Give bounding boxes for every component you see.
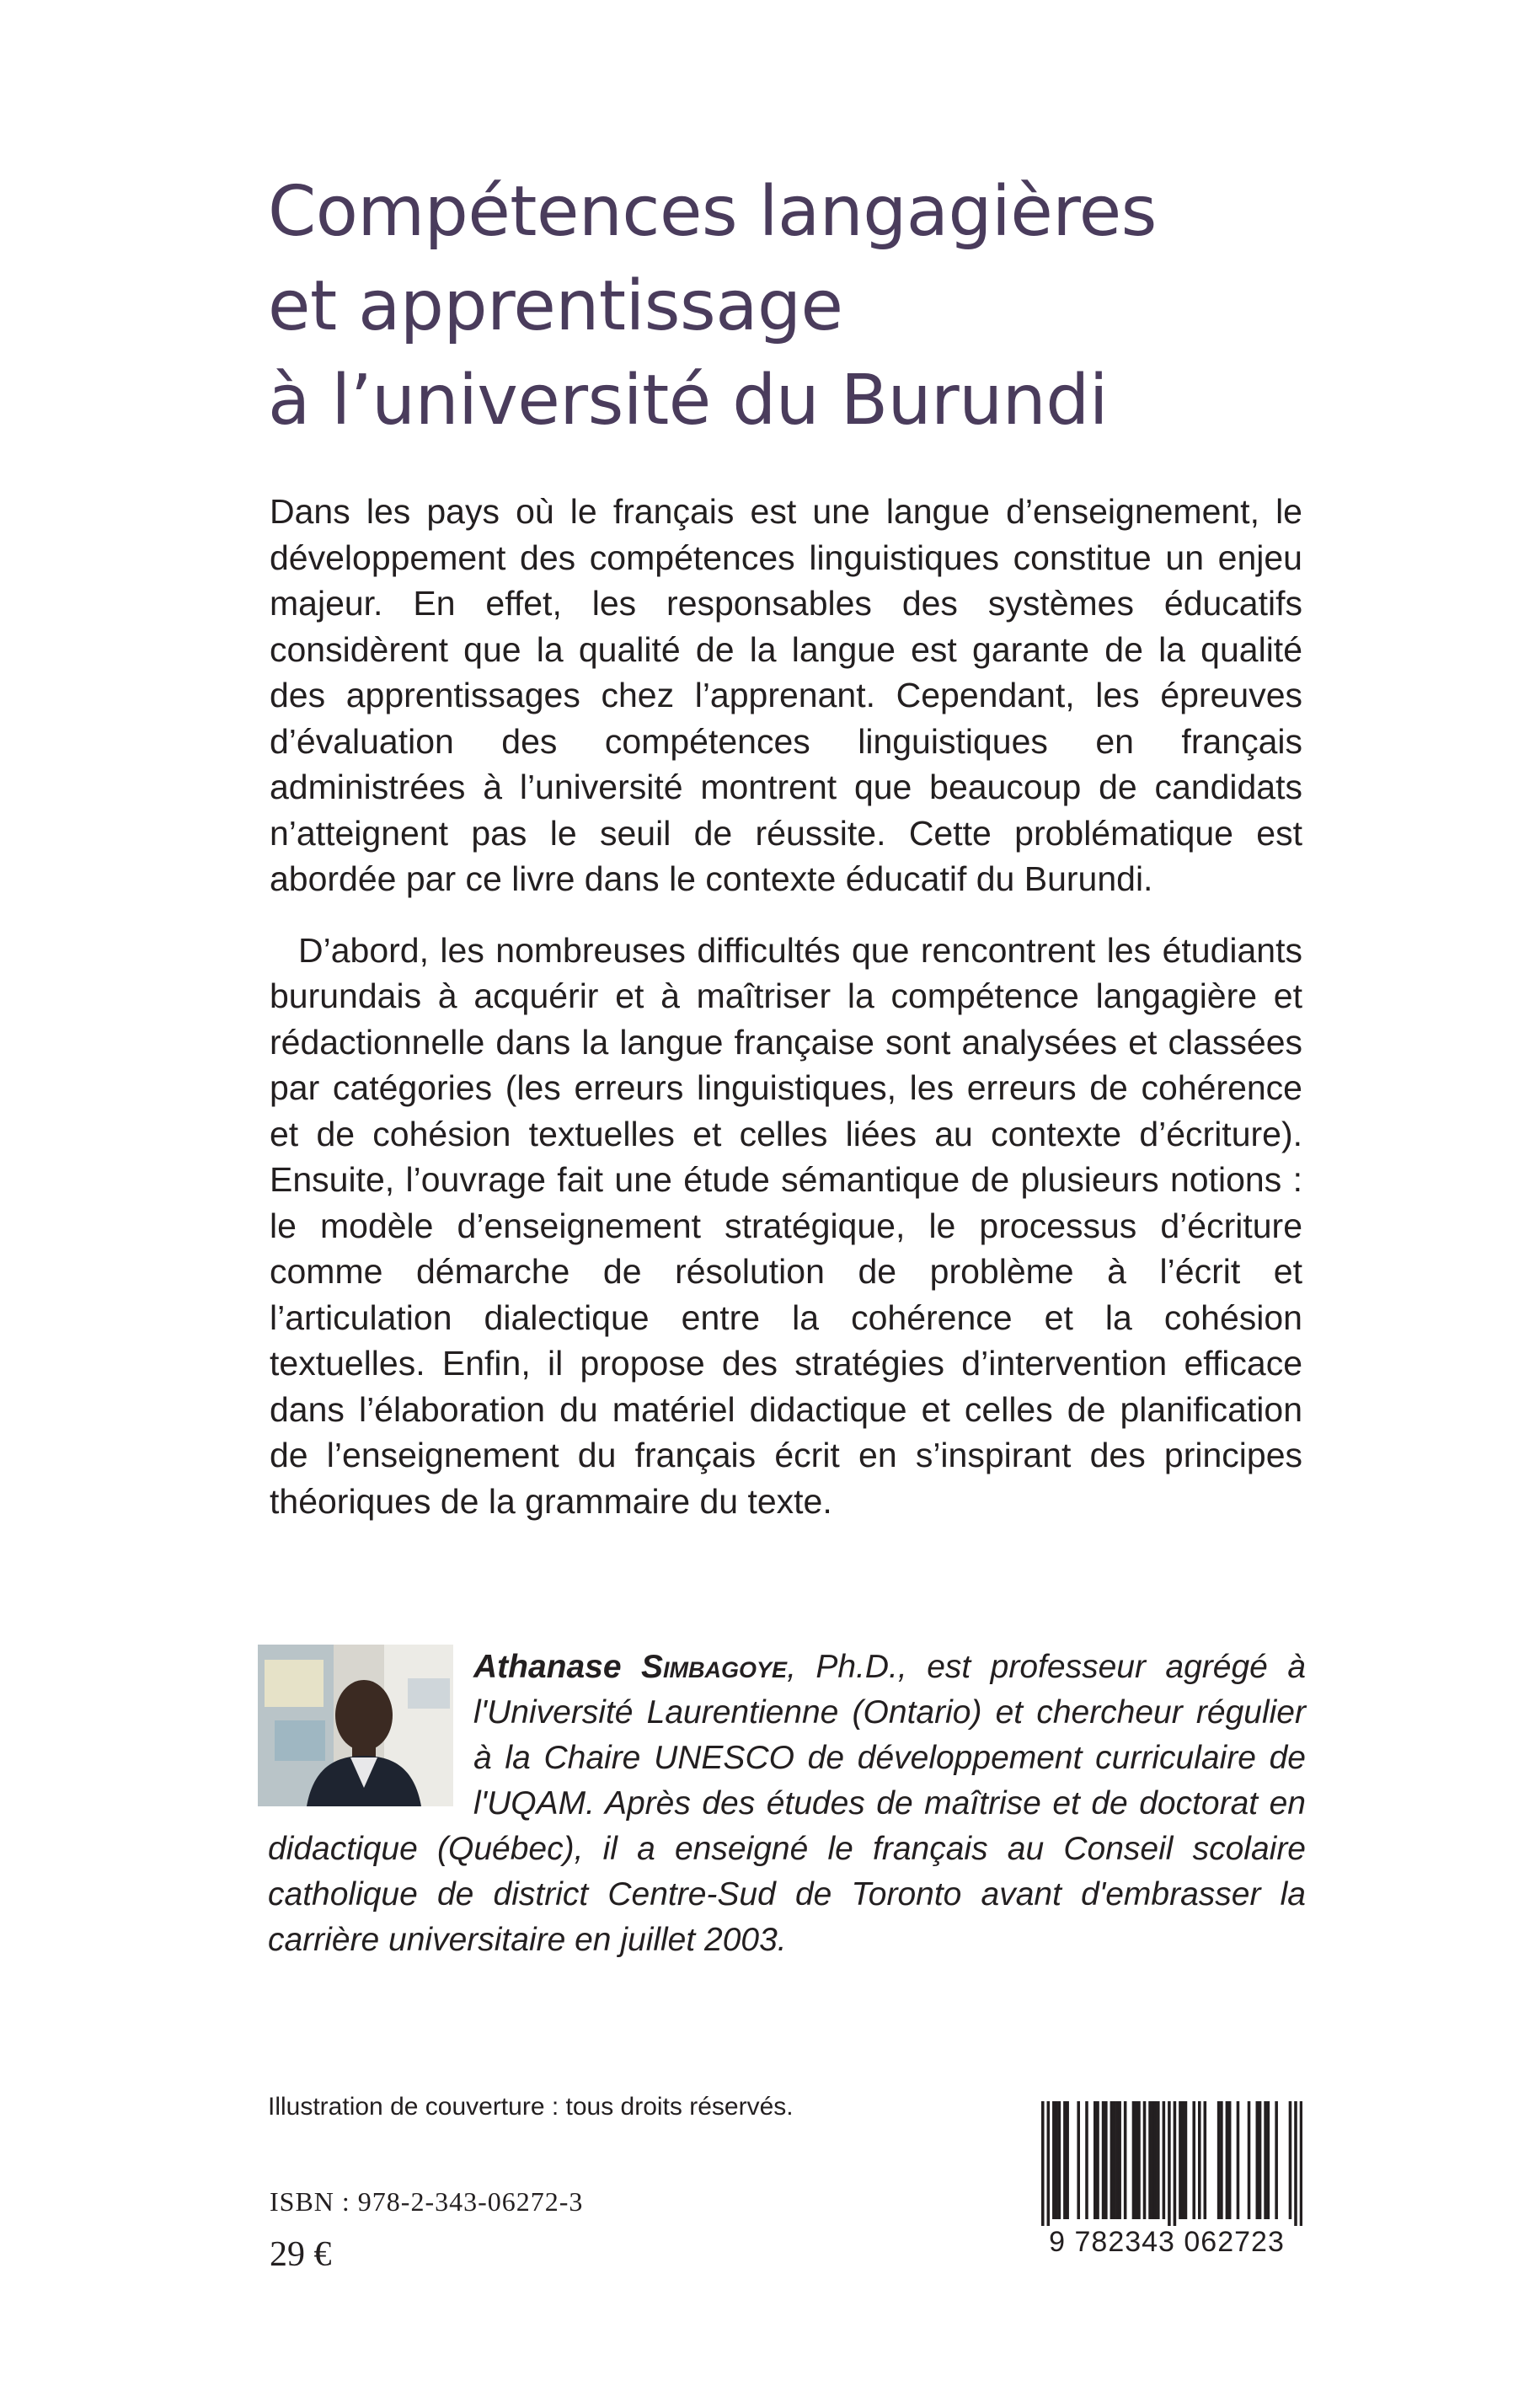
barcode-bar — [1047, 2101, 1051, 2228]
barcode-bar — [1094, 2101, 1097, 2219]
barcode-bar — [1217, 2101, 1221, 2219]
barcode-bar — [1085, 2101, 1088, 2219]
barcode-bar — [1259, 2101, 1262, 2219]
barcode-bar — [1248, 2101, 1251, 2219]
barcode-bar — [1181, 2101, 1184, 2219]
barcode-bar — [1148, 2101, 1152, 2219]
title-line-2: et apprentissage — [268, 266, 843, 346]
barcode-bar — [1294, 2101, 1297, 2228]
barcode-bar — [1168, 2101, 1171, 2228]
barcode-bar — [1063, 2101, 1067, 2219]
author-surname: Simbagoye — [641, 1649, 788, 1685]
barcode-bars — [1041, 2101, 1302, 2228]
barcode-bar — [1052, 2101, 1056, 2219]
barcode-bar — [1237, 2101, 1240, 2219]
author-bio — [268, 1645, 1306, 1963]
barcode-bar — [1157, 2101, 1160, 2219]
barcode-bar — [1226, 2101, 1229, 2219]
barcode-bar — [1132, 2101, 1136, 2219]
barcode-bar — [1135, 2101, 1138, 2219]
author-first-name: Athanase — [473, 1649, 622, 1685]
barcode-bar — [1174, 2101, 1177, 2228]
author-bio-text — [268, 1645, 1306, 1963]
barcode-bar — [1066, 2101, 1069, 2219]
barcode-bar — [1058, 2101, 1061, 2219]
barcode-bar — [1184, 2101, 1188, 2219]
barcode-bar — [1204, 2101, 1207, 2219]
barcode-bar — [1143, 2101, 1147, 2219]
summary-paragraph-1: Dans les pays où le français est une langue d’enseignement, le développement des compétences linguistiques constitue un enjeu majeur. En effet, les responsables des systèmes éducatifs considèrent que la qualité de la langue est garante de la qualité des apprentissages chez l’apprenant. Cependant, les épreuves d’évaluation des compétences linguistiques en français administrées à l’université montrent que beaucoup de candidats n’atteignent pas le seuil de réussite. Cette problématique est abordée par ce livre dans le contexte éducatif du Burundi. — [270, 492, 1302, 898]
cover-illustration-credit: Illustration de couverture : tous droits réservés. — [268, 2093, 794, 2121]
barcode-bar — [1289, 2101, 1292, 2219]
book-title — [268, 165, 1363, 448]
barcode-bar — [1113, 2101, 1116, 2219]
barcode-bar — [1300, 2101, 1302, 2228]
barcode-bar — [1163, 2101, 1166, 2219]
barcode-bar — [1118, 2101, 1121, 2219]
barcode-bar — [1041, 2101, 1045, 2228]
barcode-bar — [1137, 2101, 1141, 2219]
barcode-bar — [1115, 2101, 1119, 2219]
barcode-bar — [1198, 2101, 1201, 2219]
barcode-bar — [1110, 2101, 1114, 2219]
summary-paragraph-2: D’abord, les nombreuses difficultés que rencontrent les étudiants burundais à acquérir et à maîtriser la compétence langagière et rédactionnelle dans la langue française sont analysées et classées par catégories (les erreurs linguistiques, les erreurs de cohérence et de cohésion textuelles et celles liées au contexte d’écriture). Ensuite, l’ouvrage fait une étude sémantique de plusieurs notions : le modèle d’enseignement stratégique, le processus d’écriture comme démarche de résolution de problème à l’écrit et l’articulation dialectique entre la cohérence et la cohésion textuelles. Enfin, il propose des stratégies d’intervention efficace dans l’élaboration du matériel didactique et celles de planification de l’enseignement du français écrit en s’inspirant des principes théoriques de la grammaire du texte. — [270, 930, 1302, 1521]
barcode-bar — [1124, 2101, 1127, 2219]
barcode-bar — [1096, 2101, 1099, 2219]
barcode-bar — [1154, 2101, 1158, 2219]
barcode-bar — [1256, 2101, 1259, 2219]
title-line-3: à l’université du Burundi — [268, 361, 1109, 441]
barcode-bar — [1055, 2101, 1058, 2219]
barcode-bar — [1102, 2101, 1105, 2219]
title-line-1: Compétences langagières — [268, 172, 1157, 252]
barcode-bar — [1152, 2101, 1155, 2219]
book-summary — [270, 489, 1302, 1524]
barcode-bar — [1267, 2101, 1270, 2219]
price: 29 € — [270, 2235, 332, 2274]
barcode-bar — [1179, 2101, 1182, 2219]
barcode-bar — [1228, 2101, 1232, 2219]
barcode-bar — [1275, 2101, 1278, 2219]
barcode-bar — [1220, 2101, 1223, 2219]
barcode-bar — [1192, 2101, 1195, 2219]
barcode-bar — [1077, 2101, 1080, 2219]
barcode-digits: 9 782343 062723 — [1028, 2226, 1306, 2259]
isbn: ISBN : 978-2-343-06272-3 — [270, 2186, 584, 2217]
barcode-bar — [1104, 2101, 1108, 2219]
barcode-bar — [1264, 2101, 1267, 2219]
author-bio-body: , Ph.D., est professeur agrégé à l'Université Laurentienne (Ontario) et chercheur régulier à la Chaire UNESCO de développement curriculaire de l'UQAM. Après des études de maîtrise et de doctorat en didactique (Québec), il a enseigné le français au Conseil scolaire catholique de district Centre-Sud de Toronto avant d'embrasser la carrière universitaire en juillet 2003. — [268, 1649, 1306, 1958]
